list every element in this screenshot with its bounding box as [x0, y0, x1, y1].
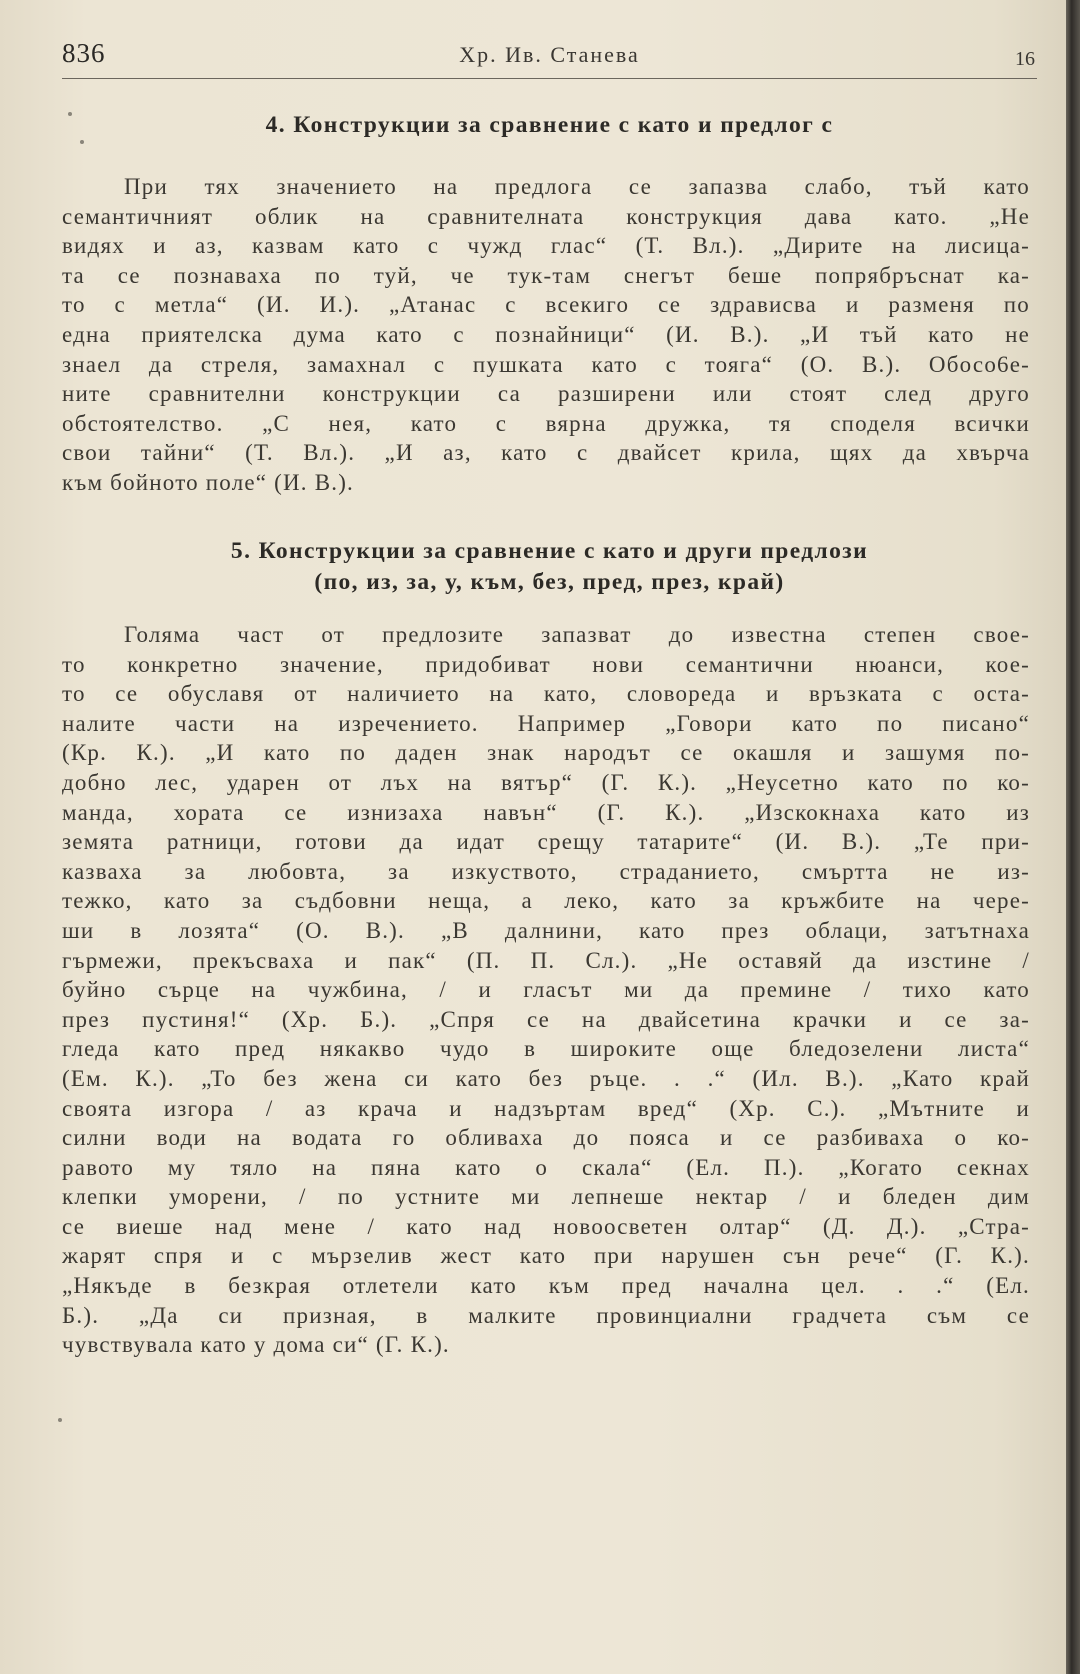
section-4-paragraph — [62, 172, 1030, 498]
text-line: буйно сърце на чужбина, / и гласът ми да премине / тихо като — [62, 977, 1030, 1003]
text-line: та се познаваха по туй, че тук-там снегът беше попрябръснат ка- — [62, 262, 1030, 288]
text-line: налите части на изречението. Например „Говори като по писано“ — [62, 710, 1030, 736]
text-line: жарят спря и с мързелив жест като при нарушен сън рече“ (Г. К.). — [62, 1243, 1030, 1269]
section-4-heading-text: 4. Конструкции за сравнение с като и предлог с — [265, 112, 834, 138]
text-line: своята изгора / аз крача и надзъртам вред“ (Хр. С.). „Мътните и — [62, 1095, 1030, 1121]
text-line: знаел да стреля, замахнал с пушката като с тояга“ (О. В.). Обосо6е- — [62, 351, 1030, 377]
text-line: равото му тяло на пяна като о скала“ (Ел. П.). „Когато секнах — [62, 1154, 1030, 1180]
page-number: 836 — [62, 38, 106, 68]
section-5-heading-line-2: (по, из, за, у, към, без, пред, през, край) — [314, 569, 785, 595]
text-line: добно лес, ударен от лъх на вятър“ (Г. К.). „Неусетно като по ко- — [62, 769, 1030, 795]
text-line: една приятелска дума като с познайници“ (И. В.). „И тъй като не — [62, 321, 1030, 347]
text-line: семантичният облик на сравнителната конструкция дава като. „Не — [62, 203, 1030, 229]
text-line: се виеше над мене / като над новоосветен олтар“ (Д. Д.). „Стра- — [62, 1213, 1030, 1239]
text-line: ши в лозята“ (О. В.). „В далнини, като през облаци, затътнаха — [62, 917, 1030, 943]
page-binding-edge — [1066, 0, 1080, 1674]
text-line: то конкретно значение, придобиват нови семантични нюанси, кое- — [62, 651, 1030, 677]
text-line: клепки уморени, / по устните ми лепнеше нектар / и бледен дим — [62, 1184, 1030, 1210]
text-line: обстоятелство. „С нея, като с вярна дружка, тя споделя всички — [62, 410, 1030, 436]
text-line: тежко, като за съдбовни неща, а леко, като за кръжбите на чере- — [62, 888, 1030, 914]
running-title: Хр. Ив. Станева — [459, 42, 640, 67]
text-line: ните сравнителни конструкции са разширени или стоят след друго — [62, 381, 1030, 407]
text-line: към бойното поле“ (И. В.). — [62, 469, 355, 495]
text-line: манда, хората се изнизаха навън“ (Г. К.). „Изскокнаха като из — [62, 799, 1030, 825]
section-5-paragraph — [62, 620, 1030, 1360]
section-4-heading — [62, 110, 1037, 141]
text-line: силни води на водата го обливаха до пояса и се разбиваха о ко- — [62, 1125, 1030, 1151]
text-line: Б.). „Да си призная, в малките провинциални градчета съм се — [62, 1302, 1030, 1328]
text-line: то се обуславя от наличието на като, словореда и връзката с оста- — [62, 681, 1030, 707]
text-line: (Ем. К.). „То без жена си като без ръце. . .“ (Ил. В.). „Като край — [62, 1065, 1030, 1091]
running-header — [62, 38, 1037, 79]
text-line: то с метла“ (И. И.). „Атанас с всекиго се здрависва и разменя по — [62, 292, 1030, 318]
text-line: свои тайни“ (Т. Вл.). „И аз, като с двайсет крила, щях да хвърча — [62, 440, 1030, 466]
sheet-number: 16 — [1015, 48, 1035, 70]
text-line: При тях значението на предлога се запазва слабо, тъй като — [124, 174, 1030, 199]
text-line: гърмежи, прекъсваха и пак“ (П. П. Сл.). „Не оставяй да изстине / — [62, 947, 1030, 973]
text-line: през пустиня!“ (Хр. Б.). „Спря се на двайсетина крачки и се за- — [62, 1006, 1030, 1032]
text-line: (Кр. К.). „И като по даден знак народът се окашля и зашумя по- — [62, 740, 1030, 766]
text-line: земята ратници, готови да идат срещу татарите“ (И. В.). „Те при- — [62, 829, 1030, 855]
text-line: Голяма част от предлозите запазват до известна степен свое- — [124, 622, 1030, 647]
print-speck — [58, 1418, 62, 1422]
text-line: казваха за любовта, за изкуството, страданието, смъртта не из- — [62, 858, 1030, 884]
text-line: видях и аз, казвам като с чужд глас“ (Т. Вл.). „Дирите на лисица- — [62, 233, 1030, 259]
text-line: гледа като пред някакво чудо в широките още бледозелени листа“ — [62, 1036, 1030, 1062]
section-5-heading — [62, 536, 1037, 598]
text-line: чувствувала като у дома си“ (Г. К.). — [62, 1332, 450, 1358]
section-5-heading-line-1: 5. Конструкции за сравнение с като и други предлози — [230, 538, 869, 564]
text-line: „Някъде в безкрая отлетели като към пред начална цел. . .“ (Ел. — [62, 1273, 1030, 1299]
